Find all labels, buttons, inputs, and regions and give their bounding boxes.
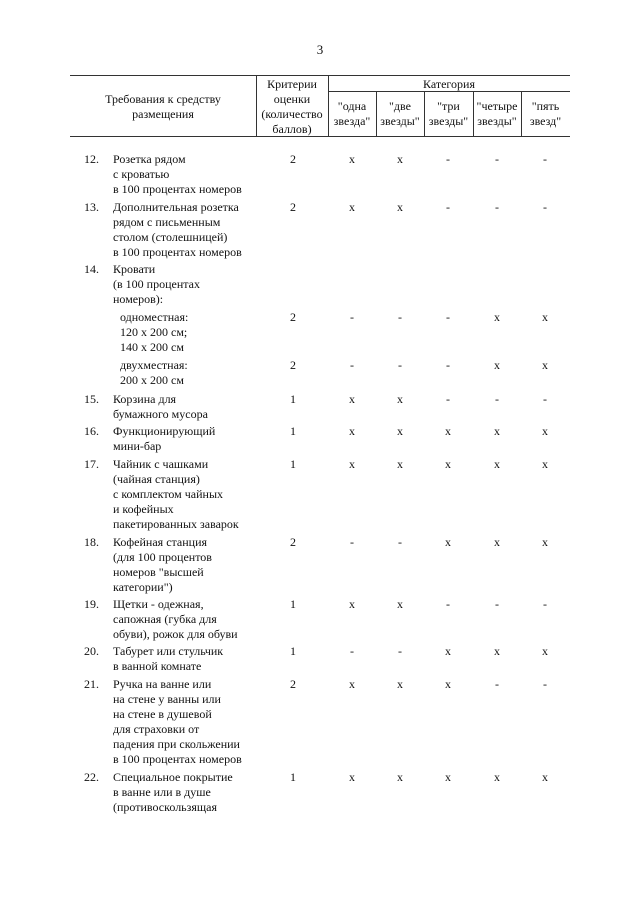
header-category-4: "четыре звезды" bbox=[476, 99, 518, 128]
row-cat-2: х bbox=[397, 597, 403, 611]
row-number: 19. bbox=[84, 597, 99, 611]
row-score: 1 bbox=[290, 392, 296, 406]
row-cat-5: х bbox=[542, 457, 548, 471]
row-cat-2: - bbox=[398, 535, 402, 549]
row-cat-4: х bbox=[494, 535, 500, 549]
row-cat-2: х bbox=[397, 152, 403, 166]
row-number: 13. bbox=[84, 200, 99, 214]
row-cat-3: х bbox=[445, 677, 451, 691]
row-cat-2: х bbox=[397, 677, 403, 691]
row-score: 1 bbox=[290, 597, 296, 611]
row-cat-2: - bbox=[398, 358, 402, 372]
row-number: 22. bbox=[84, 770, 99, 784]
row-cat-2: х bbox=[397, 770, 403, 784]
row-cat-3: х bbox=[445, 535, 451, 549]
row-cat-1: - bbox=[350, 644, 354, 658]
row-cat-5: х bbox=[542, 424, 548, 438]
row-cat-1: х bbox=[349, 770, 355, 784]
row-cat-4: - bbox=[495, 597, 499, 611]
row-requirement: Щетки - одежная, сапожная (губка для обуви), рожок для обуви bbox=[113, 597, 238, 641]
row-number: 21. bbox=[84, 677, 99, 691]
row-cat-5: - bbox=[543, 392, 547, 406]
row-cat-3: - bbox=[446, 597, 450, 611]
row-cat-3: х bbox=[445, 424, 451, 438]
row-cat-1: - bbox=[350, 358, 354, 372]
row-cat-4: х bbox=[494, 644, 500, 658]
header-category-5: "пять звезд" bbox=[529, 99, 562, 128]
row-cat-2: х bbox=[397, 200, 403, 214]
row-number: 12. bbox=[84, 152, 99, 166]
row-score: 2 bbox=[290, 152, 296, 166]
row-cat-1: х bbox=[349, 597, 355, 611]
row-cat-1: х bbox=[349, 677, 355, 691]
row-cat-1: х bbox=[349, 457, 355, 471]
row-score: 1 bbox=[290, 457, 296, 471]
row-cat-2: х bbox=[397, 424, 403, 438]
row-cat-5: х bbox=[542, 358, 548, 372]
row-cat-2: х bbox=[397, 457, 403, 471]
row-cat-1: - bbox=[350, 310, 354, 324]
row-cat-5: - bbox=[543, 152, 547, 166]
row-number: 18. bbox=[84, 535, 99, 549]
table-top-rule bbox=[70, 75, 570, 76]
row-score: 2 bbox=[290, 200, 296, 214]
row-cat-5: - bbox=[543, 677, 547, 691]
row-cat-2: х bbox=[397, 392, 403, 406]
row-score: 1 bbox=[290, 424, 296, 438]
row-cat-1: х bbox=[349, 152, 355, 166]
row-cat-2: - bbox=[398, 644, 402, 658]
row-requirement: Кофейная станция (для 100 процентов номеров "высшей категории") bbox=[113, 535, 212, 594]
row-cat-1: х bbox=[349, 392, 355, 406]
row-cat-1: х bbox=[349, 200, 355, 214]
row-cat-4: х bbox=[494, 358, 500, 372]
row-cat-5: х bbox=[542, 644, 548, 658]
row-cat-3: х bbox=[445, 770, 451, 784]
row-cat-4: - bbox=[495, 677, 499, 691]
row-number: 20. bbox=[84, 644, 99, 658]
row-cat-3: - bbox=[446, 392, 450, 406]
row-cat-4: - bbox=[495, 200, 499, 214]
row-requirement: Дополнительная розетка рядом с письменным столом (столешницей) в 100 процентах номеров bbox=[113, 200, 242, 259]
page-number: 3 bbox=[316, 42, 324, 57]
row-score: 2 bbox=[290, 310, 296, 324]
row-score: 1 bbox=[290, 644, 296, 658]
row-number: 17. bbox=[84, 457, 99, 471]
row-cat-4: - bbox=[495, 392, 499, 406]
row-cat-3: - bbox=[446, 152, 450, 166]
row-score: 1 bbox=[290, 770, 296, 784]
row-requirement: Корзина для бумажного мусора bbox=[113, 392, 208, 421]
row-cat-1: х bbox=[349, 424, 355, 438]
row-cat-5: х bbox=[542, 535, 548, 549]
header-category: Категория bbox=[423, 77, 475, 91]
row-cat-3: - bbox=[446, 358, 450, 372]
row-cat-4: - bbox=[495, 152, 499, 166]
row-requirement: Табурет или стульчик в ванной комнате bbox=[113, 644, 224, 673]
row-cat-5: - bbox=[543, 597, 547, 611]
row-cat-4: х bbox=[494, 310, 500, 324]
row-cat-5: х bbox=[542, 770, 548, 784]
row-cat-4: х bbox=[494, 424, 500, 438]
row-cat-4: х bbox=[494, 457, 500, 471]
row-requirement: двухместная: 200 х 200 см bbox=[120, 358, 188, 387]
row-cat-3: - bbox=[446, 310, 450, 324]
header-requirements: Требования к средству размещения bbox=[105, 92, 221, 121]
row-requirement: Функционирующий мини-бар bbox=[113, 424, 216, 453]
row-number: 14. bbox=[84, 262, 99, 276]
row-score: 2 bbox=[290, 358, 296, 372]
row-number: 16. bbox=[84, 424, 99, 438]
row-cat-3: х bbox=[445, 457, 451, 471]
row-cat-2: - bbox=[398, 310, 402, 324]
header-category-2: "две звезды" bbox=[380, 99, 420, 128]
row-requirement: Чайник с чашками (чайная станция) с комплектом чайных и кофейных пакетированных заварок bbox=[113, 457, 239, 531]
row-score: 2 bbox=[290, 677, 296, 691]
header-criteria: Критерии оценки (количество баллов) bbox=[261, 77, 323, 136]
row-score: 2 bbox=[290, 535, 296, 549]
header-category-1: "одна звезда" bbox=[333, 99, 371, 128]
row-requirement: Кровати (в 100 процентах номеров): bbox=[113, 262, 200, 306]
row-cat-1: - bbox=[350, 535, 354, 549]
row-requirement: Ручка на ванне или на стене у ванны или на стене в душевой для страховки от падения при скольжении в 100 процентах номеров bbox=[113, 677, 242, 766]
row-number: 15. bbox=[84, 392, 99, 406]
row-cat-3: - bbox=[446, 200, 450, 214]
row-cat-4: х bbox=[494, 770, 500, 784]
row-cat-3: х bbox=[445, 644, 451, 658]
row-cat-5: - bbox=[543, 200, 547, 214]
row-requirement: Специальное покрытие в ванне или в душе (противоскользящая bbox=[113, 770, 233, 814]
header-category-3: "три звезды" bbox=[428, 99, 469, 128]
row-requirement: Розетка рядом с кроватью в 100 процентах номеров bbox=[113, 152, 242, 196]
row-cat-5: х bbox=[542, 310, 548, 324]
row-requirement: одноместная: 120 х 200 см; 140 х 200 см bbox=[120, 310, 189, 354]
